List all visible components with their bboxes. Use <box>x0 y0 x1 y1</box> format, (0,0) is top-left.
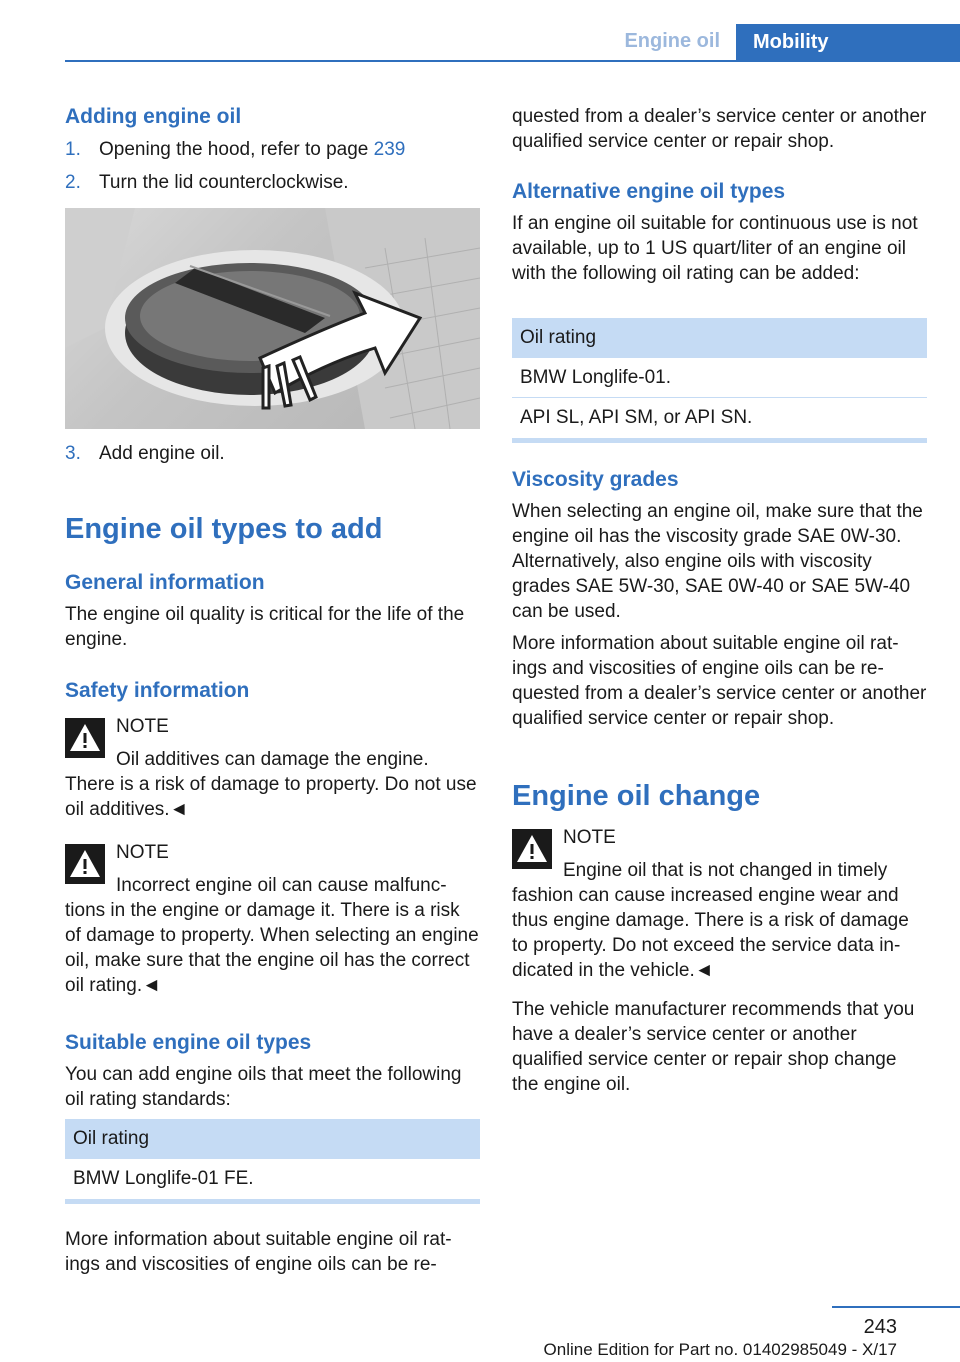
table-row: BMW Longlife-01. <box>512 358 927 398</box>
footer-rule <box>832 1306 960 1308</box>
general-info-heading: General information <box>65 571 265 594</box>
edition-info: Online Edition for Part no. 01402985049 - X/17 <box>543 1340 897 1359</box>
suitable-types-heading: Suitable engine oil types <box>65 1031 312 1054</box>
continued-text: quested from a dealer’s service center or another qualified service center or repair shop. <box>512 106 927 152</box>
table-footer-rule <box>512 438 927 443</box>
note-2-label: NOTE <box>116 842 169 863</box>
viscosity-more-text: More information about suitable engine oil ratings and viscosities of engine oils can be requested from a dealer’s service center or another qualified service center or repair shop. <box>512 633 927 729</box>
note-1-text: There is a risk of damage to property. Do not use oil additives.◄ <box>65 774 477 820</box>
header-chapter-tab: Mobility <box>736 24 960 61</box>
oil-cap-illustration <box>65 208 480 429</box>
warning-icon <box>512 829 552 869</box>
page-number: 243 <box>863 1316 897 1338</box>
oil-rating-table <box>65 1119 480 1204</box>
step-text: Add engine oil. <box>99 443 225 464</box>
step-number: 1. <box>65 139 81 160</box>
note-1-label: NOTE <box>116 716 169 737</box>
table-header: Oil rating <box>65 1119 480 1159</box>
safety-info-heading: Safety information <box>65 679 250 702</box>
alt-oil-rating-table <box>512 318 927 443</box>
warning-icon <box>65 718 105 758</box>
note-2-text: tions in the engine or damage it. There is a risk of damage to property. When selecting an engine oil, make sure that the engine oil has the correct oil rating.◄ <box>65 900 479 996</box>
page-header <box>0 0 960 62</box>
table-header: Oil rating <box>512 318 927 358</box>
header-rule <box>65 60 960 62</box>
alt-oil-text: If an engine oil suitable for continuous use is not available, up to 1 US quart/liter of an engine oil with the following oil rating can be added: <box>512 213 918 284</box>
more-info-text: More information about suitable engine oil ratings and viscosities of engine oils can be re- <box>65 1229 452 1275</box>
page-link[interactable]: 239 <box>373 139 406 160</box>
alt-oil-heading: Alternative engine oil types <box>512 180 786 203</box>
oil-change-heading: Engine oil change <box>512 780 761 812</box>
viscosity-heading: Viscosity grades <box>512 468 679 491</box>
note-text: fashion can cause increased engine wear and thus engine damage. There is a risk of damage to property. Do not exceed the service data indicated in the vehicle.◄ <box>512 885 909 981</box>
suitable-types-text: You can add engine oils that meet the following oil rating standards: <box>65 1064 462 1110</box>
adding-oil-heading: Adding engine oil <box>65 105 242 128</box>
table-row: BMW Longlife-01 FE. <box>73 1168 254 1189</box>
general-info-text: The engine oil quality is critical for the life of the engine. <box>65 604 465 650</box>
step-number: 2. <box>65 172 81 193</box>
step-text: Turn the lid counterclockwise. <box>99 172 349 193</box>
warning-icon <box>65 844 105 884</box>
table-footer-rule <box>65 1199 480 1204</box>
oil-types-heading: Engine oil types to add <box>65 513 383 545</box>
note-2-first-line: Incorrect engine oil can cause malfunc- <box>116 875 447 896</box>
recommendation-text: The vehicle manufacturer recommends that you have a dealer’s service center or another qualified service center or repair shop change the engine oil. <box>512 999 915 1095</box>
step-text: Opening the hood, refer to page <box>99 139 374 160</box>
table-row: API SL, API SM, or API SN. <box>520 407 753 428</box>
note-first-line: Engine oil that is not changed in timely <box>563 860 888 881</box>
header-section-title: Engine oil <box>624 30 720 52</box>
note-1-first-line: Oil additives can damage the engine. <box>116 749 429 770</box>
note-label: NOTE <box>563 827 616 848</box>
oil-cap-photo <box>65 208 480 429</box>
viscosity-text: When selecting an engine oil, make sure that the engine oil has the viscosity grade SAE 0W-30. Alternatively, also engine oils with viscosity grades SAE 5W-30, SAE 0W-40 or SAE 5W-40 can be used. <box>512 501 923 622</box>
step-number: 3. <box>65 443 81 464</box>
